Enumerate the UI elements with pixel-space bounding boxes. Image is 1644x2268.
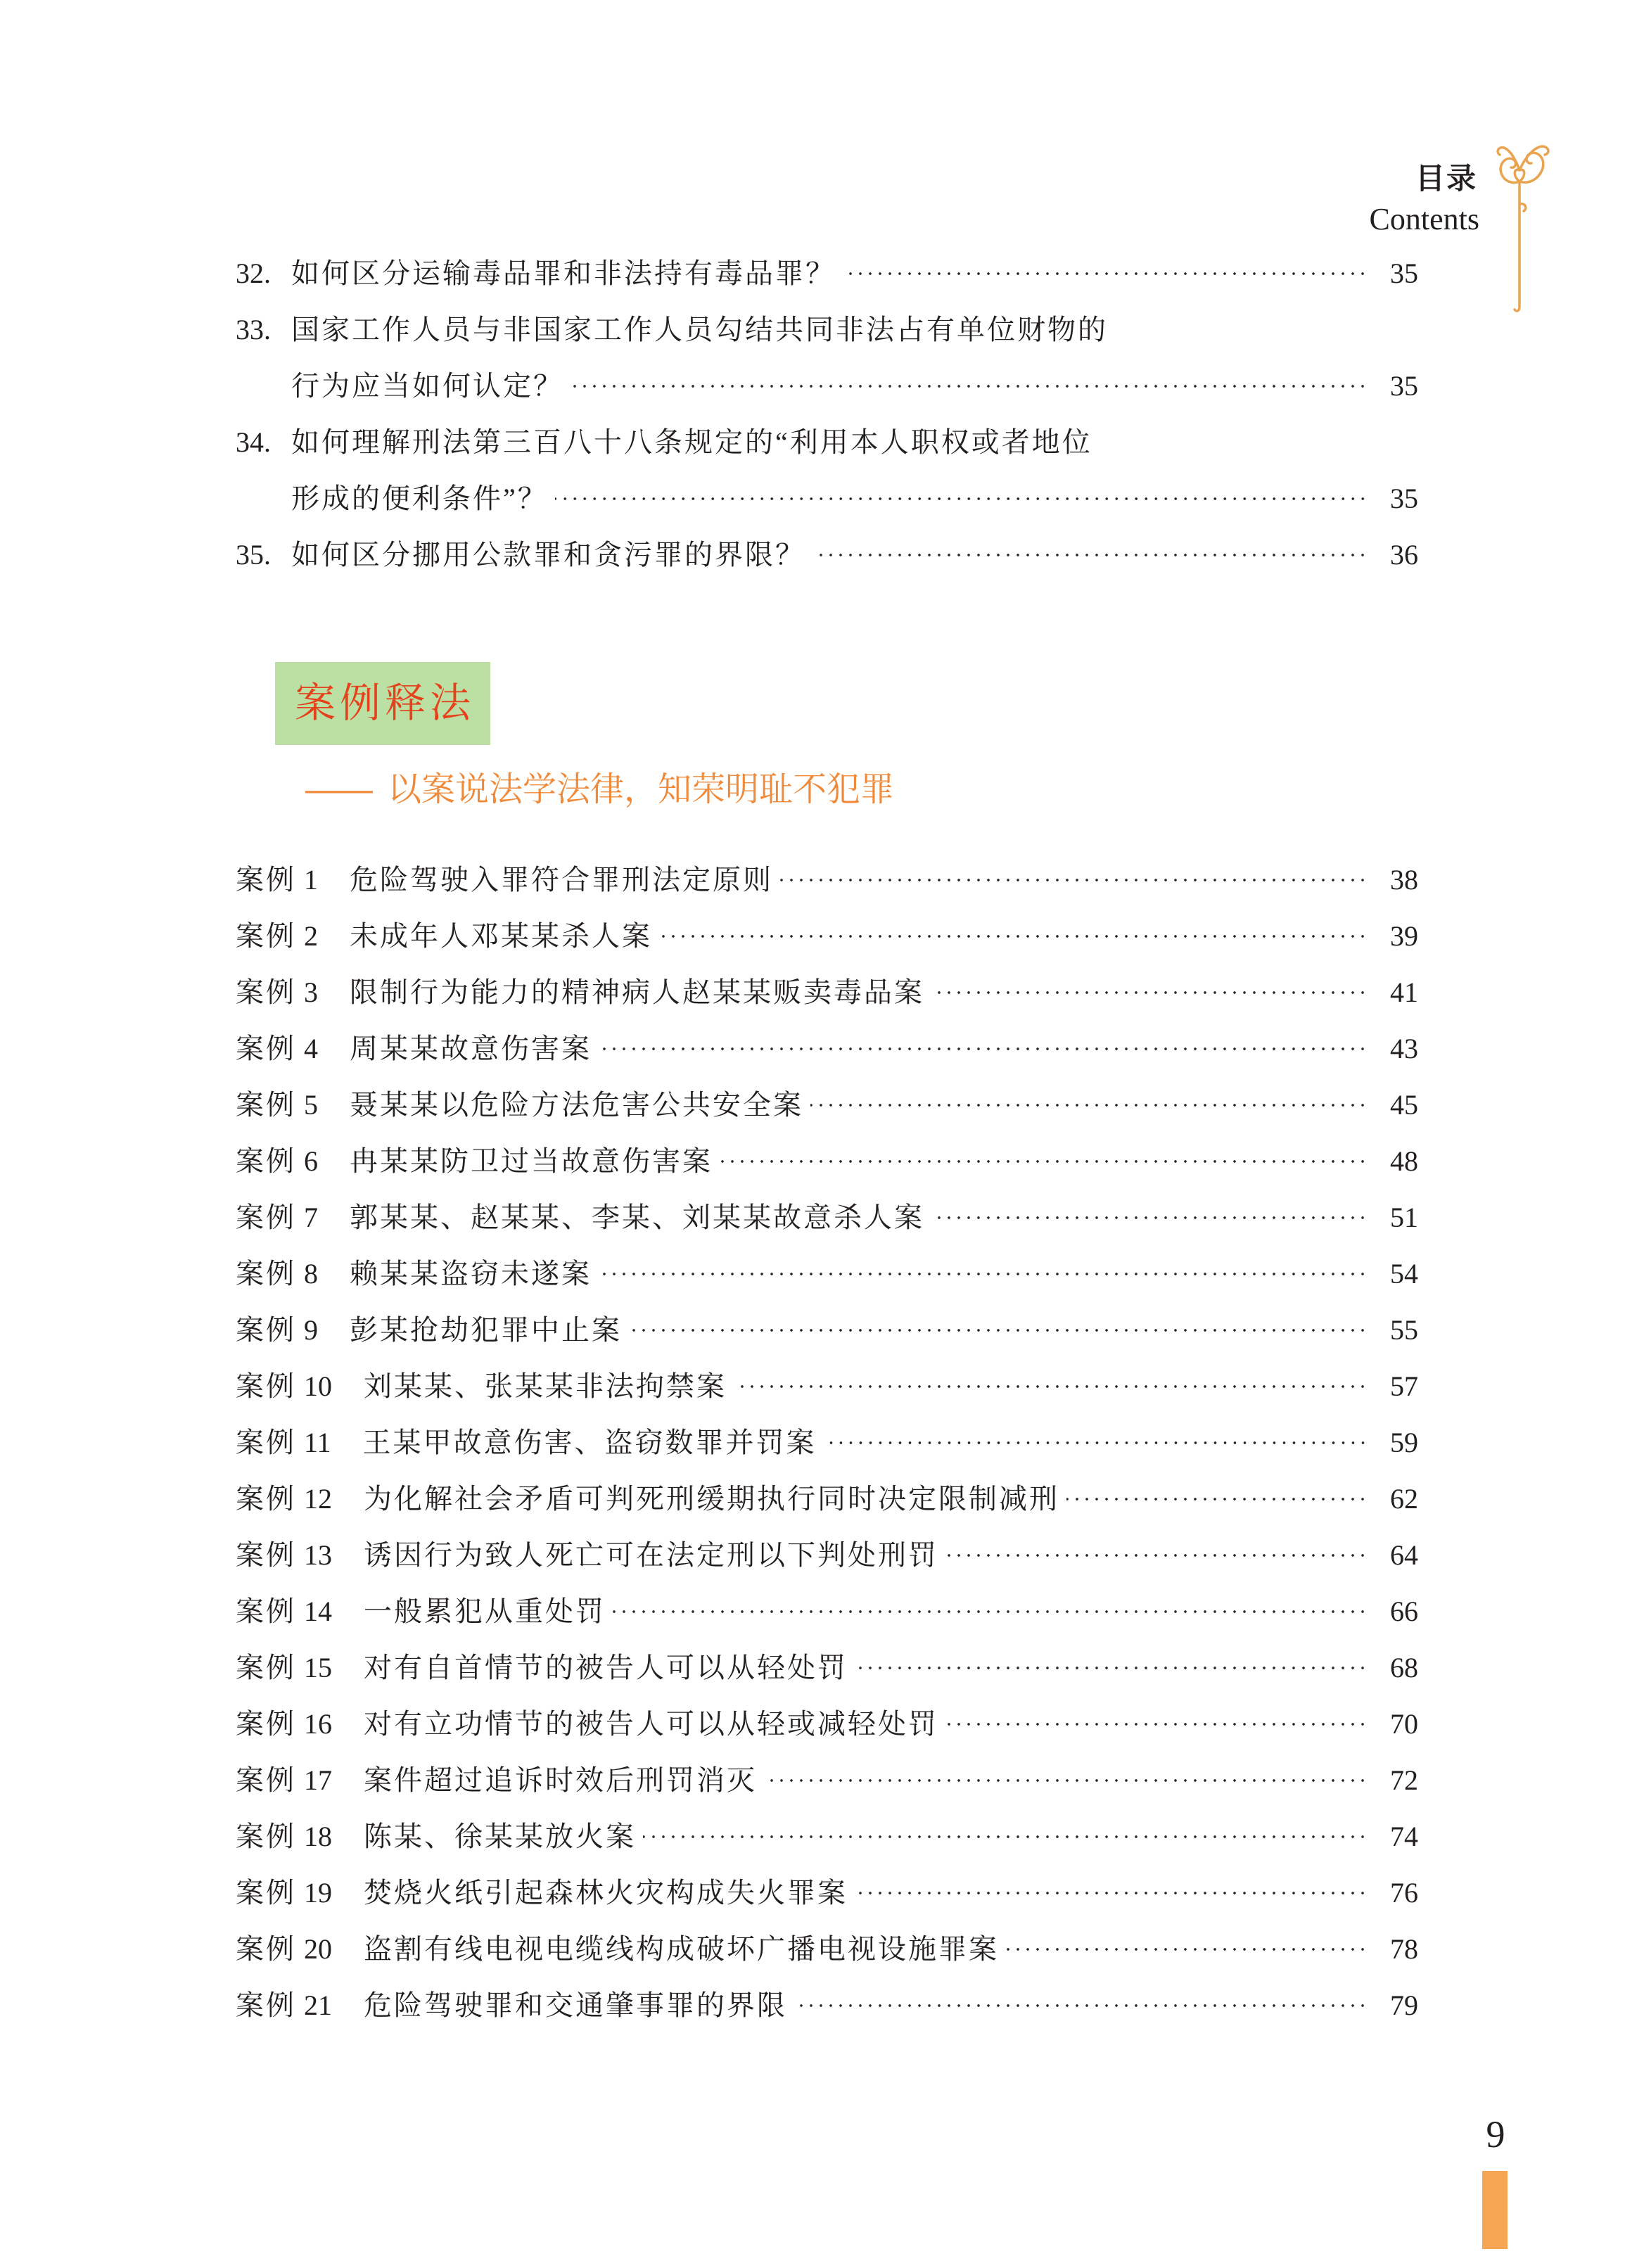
page-ref: 45 xyxy=(1390,1089,1418,1121)
case-label: 案例 xyxy=(236,1989,296,2021)
question-list xyxy=(236,246,1418,583)
case-number: 12 xyxy=(304,1483,332,1515)
toc-case-row xyxy=(236,1977,1418,2034)
case-number: 13 xyxy=(304,1539,332,1571)
page-ref: 35 xyxy=(1390,483,1418,514)
case-label: 案例 xyxy=(236,1314,296,1346)
case-title: 诱因行为致人死亡可在法定刑以下判处刑罚 xyxy=(364,1539,938,1571)
toc-question-line xyxy=(236,302,1418,358)
toc-case-row xyxy=(236,1865,1418,1921)
case-title: 刘某某、张某某非法拘禁案 xyxy=(364,1370,727,1402)
page-ref: 76 xyxy=(1390,1877,1418,1909)
dot-leader xyxy=(599,1246,1368,1302)
toc-case-row xyxy=(236,1415,1418,1471)
subtitle-dash: —— xyxy=(305,771,373,808)
case-label: 案例 xyxy=(236,1427,296,1458)
case-title: 对有立功情节的被告人可以从轻或减轻处罚 xyxy=(364,1708,938,1740)
case-title: 对有自首情节的被告人可以从轻处罚 xyxy=(364,1652,848,1683)
question-title: 如何理解刑法第三百八十八条规定的“利用本人职权或者地位 xyxy=(291,426,1092,458)
toc-question-entry xyxy=(236,414,1418,527)
case-label: 案例 xyxy=(236,1089,296,1121)
page-ref: 35 xyxy=(1390,257,1418,289)
toc-case-row xyxy=(236,1190,1418,1246)
case-label: 案例 xyxy=(236,864,296,896)
dot-leader xyxy=(855,1640,1368,1696)
toc-case-row xyxy=(236,1696,1418,1752)
dot-leader xyxy=(720,1133,1368,1190)
page-ref: 64 xyxy=(1390,1539,1418,1571)
case-number: 8 xyxy=(304,1258,318,1289)
dot-leader xyxy=(855,1865,1368,1921)
dot-leader xyxy=(659,908,1368,964)
question-title: 如何区分挪用公款罪和贪污罪的界限？ xyxy=(291,539,805,571)
case-title: 彭某抢劫犯罪中止案 xyxy=(350,1314,622,1346)
page-edge-tab xyxy=(1482,2171,1508,2249)
page-ref: 38 xyxy=(1390,864,1418,896)
dot-leader xyxy=(794,1977,1368,2034)
case-number: 9 xyxy=(304,1314,318,1346)
dot-leader xyxy=(764,1752,1368,1809)
case-label: 案例 xyxy=(236,976,296,1008)
dot-leader xyxy=(813,527,1368,583)
dot-leader xyxy=(945,1696,1368,1752)
page-ref: 35 xyxy=(1390,370,1418,402)
case-label: 案例 xyxy=(236,1595,296,1627)
toc-question-line xyxy=(236,246,1418,302)
case-title: 冉某某防卫过当故意伤害案 xyxy=(350,1145,713,1177)
toc-question-line xyxy=(236,471,1418,527)
page-ref: 62 xyxy=(1390,1483,1418,1515)
question-number: 33. xyxy=(236,314,271,345)
page-ref: 57 xyxy=(1390,1370,1418,1402)
page-ref: 66 xyxy=(1390,1595,1418,1627)
dot-leader xyxy=(613,1584,1368,1640)
case-number: 18 xyxy=(304,1821,332,1852)
dot-leader xyxy=(599,1021,1368,1077)
page-ref: 51 xyxy=(1390,1202,1418,1233)
toc-case-row xyxy=(236,1640,1418,1696)
page-ref: 70 xyxy=(1390,1708,1418,1740)
case-label: 案例 xyxy=(236,1539,296,1571)
toc-case-row xyxy=(236,908,1418,964)
dot-leader xyxy=(824,1415,1368,1471)
toc-case-row xyxy=(236,1921,1418,1977)
case-title: 盗割有线电视电缆线构成破坏广播电视设施罪案 xyxy=(364,1933,999,1965)
case-label: 案例 xyxy=(236,1877,296,1909)
scroll-ornament-icon xyxy=(1491,141,1555,313)
page-ref: 68 xyxy=(1390,1652,1418,1683)
case-title: 王某甲故意伤害、盗窃数罪并罚案 xyxy=(362,1427,817,1458)
contents-heading-cn: 目录 xyxy=(1415,162,1477,195)
case-number: 16 xyxy=(304,1708,332,1740)
case-number: 7 xyxy=(304,1202,318,1233)
subtitle-text: 以案说法学法律，知荣明耻不犯罪 xyxy=(388,771,895,808)
case-title: 聂某某以危险方法危害公共安全案 xyxy=(350,1089,803,1121)
case-number: 21 xyxy=(304,1989,332,2021)
case-number: 10 xyxy=(304,1370,332,1402)
toc-case-row xyxy=(236,1471,1418,1527)
dot-leader xyxy=(571,358,1368,414)
case-number: 19 xyxy=(304,1877,332,1909)
case-title: 焚烧火纸引起森林火灾构成失火罪案 xyxy=(364,1877,848,1909)
dot-leader xyxy=(931,964,1368,1021)
dot-leader xyxy=(1006,1921,1368,1977)
case-title: 案件超过追诉时效后刑罚消灭 xyxy=(364,1764,757,1796)
case-title: 周某某故意伤害案 xyxy=(350,1033,592,1064)
case-number: 4 xyxy=(304,1033,318,1064)
page-number: 9 xyxy=(1486,2113,1505,2155)
section-title: 案例释法 xyxy=(294,680,475,726)
section-subtitle xyxy=(305,772,894,808)
case-title: 危险驾驶罪和交通肇事罪的界限 xyxy=(364,1989,787,2021)
toc-case-row xyxy=(236,1302,1418,1358)
case-number: 17 xyxy=(304,1764,332,1796)
page-ref: 43 xyxy=(1390,1033,1418,1064)
case-title: 限制行为能力的精神病人赵某某贩卖毒品案 xyxy=(350,976,924,1008)
case-label: 案例 xyxy=(236,1483,296,1515)
page-ref: 72 xyxy=(1390,1764,1418,1796)
case-number: 3 xyxy=(304,976,318,1008)
page-ref: 48 xyxy=(1390,1145,1418,1177)
page-ref: 78 xyxy=(1390,1933,1418,1965)
case-title: 郭某某、赵某某、李某、刘某某故意杀人案 xyxy=(350,1202,924,1233)
toc-question-entry xyxy=(236,246,1418,302)
case-number: 15 xyxy=(304,1652,332,1683)
case-label: 案例 xyxy=(236,1821,296,1852)
page-ref: 55 xyxy=(1390,1314,1418,1346)
toc-case-row xyxy=(236,1077,1418,1133)
toc-question-line xyxy=(236,414,1418,471)
page-ref: 39 xyxy=(1390,920,1418,952)
dot-leader xyxy=(810,1077,1368,1133)
page-ref: 41 xyxy=(1390,976,1418,1008)
toc-case-row xyxy=(236,1358,1418,1415)
toc-question-line xyxy=(236,527,1418,583)
case-list xyxy=(236,852,1418,2034)
case-title: 一般累犯从重处罚 xyxy=(364,1595,606,1627)
question-number: 35. xyxy=(236,539,271,571)
toc-case-row xyxy=(236,1584,1418,1640)
question-title: 如何区分运输毒品罪和非法持有毒品罪？ xyxy=(291,257,836,289)
section-heading-box xyxy=(275,662,490,745)
question-number: 32. xyxy=(236,257,271,289)
dot-leader xyxy=(734,1358,1368,1415)
toc-case-row xyxy=(236,964,1418,1021)
dot-leader xyxy=(643,1809,1368,1865)
page-ref: 59 xyxy=(1390,1427,1418,1458)
case-number: 1 xyxy=(304,864,318,896)
dot-leader xyxy=(1066,1471,1368,1527)
case-label: 案例 xyxy=(236,1708,296,1740)
case-label: 案例 xyxy=(236,1202,296,1233)
toc-case-row xyxy=(236,1133,1418,1190)
toc-case-row xyxy=(236,1809,1418,1865)
toc-case-row xyxy=(236,1021,1418,1077)
question-number: 34. xyxy=(236,426,271,458)
case-number: 14 xyxy=(304,1595,332,1627)
case-title: 为化解社会矛盾可判死刑缓期执行同时决定限制减刑 xyxy=(364,1483,1059,1515)
dot-leader xyxy=(843,246,1368,302)
case-number: 2 xyxy=(304,920,318,952)
case-label: 案例 xyxy=(236,920,296,952)
case-title: 危险驾驶入罪符合罪刑法定原则 xyxy=(350,864,773,896)
dot-leader xyxy=(555,471,1368,527)
toc-question-entry xyxy=(236,302,1418,414)
case-number: 5 xyxy=(304,1089,318,1121)
question-title: 形成的便利条件”？ xyxy=(291,483,548,514)
toc-case-row xyxy=(236,852,1418,908)
case-label: 案例 xyxy=(236,1933,296,1965)
case-label: 案例 xyxy=(236,1764,296,1796)
case-label: 案例 xyxy=(236,1258,296,1289)
case-title: 未成年人邓某某杀人案 xyxy=(350,920,652,952)
toc-case-row xyxy=(236,1246,1418,1302)
page-ref: 36 xyxy=(1390,539,1418,571)
question-title: 国家工作人员与非国家工作人员勾结共同非法占有单位财物的 xyxy=(291,314,1108,345)
contents-heading-en: Contents xyxy=(1369,202,1479,236)
case-label: 案例 xyxy=(236,1145,296,1177)
page-ref: 54 xyxy=(1390,1258,1418,1289)
question-title: 行为应当如何认定？ xyxy=(291,370,563,402)
page-ref: 79 xyxy=(1390,1989,1418,2021)
dot-leader xyxy=(945,1527,1368,1584)
case-label: 案例 xyxy=(236,1652,296,1683)
case-number: 11 xyxy=(304,1427,331,1458)
toc-question-entry xyxy=(236,527,1418,583)
case-number: 6 xyxy=(304,1145,318,1177)
case-number: 20 xyxy=(304,1933,332,1965)
toc-case-row xyxy=(236,1752,1418,1809)
dot-leader xyxy=(629,1302,1368,1358)
dot-leader xyxy=(931,1190,1368,1246)
case-title: 赖某某盗窃未遂案 xyxy=(350,1258,592,1289)
toc-question-line xyxy=(236,358,1418,414)
page-ref: 74 xyxy=(1390,1821,1418,1852)
case-title: 陈某、徐某某放火案 xyxy=(364,1821,636,1852)
case-label: 案例 xyxy=(236,1033,296,1064)
dot-leader xyxy=(780,852,1368,908)
case-label: 案例 xyxy=(236,1370,296,1402)
toc-case-row xyxy=(236,1527,1418,1584)
